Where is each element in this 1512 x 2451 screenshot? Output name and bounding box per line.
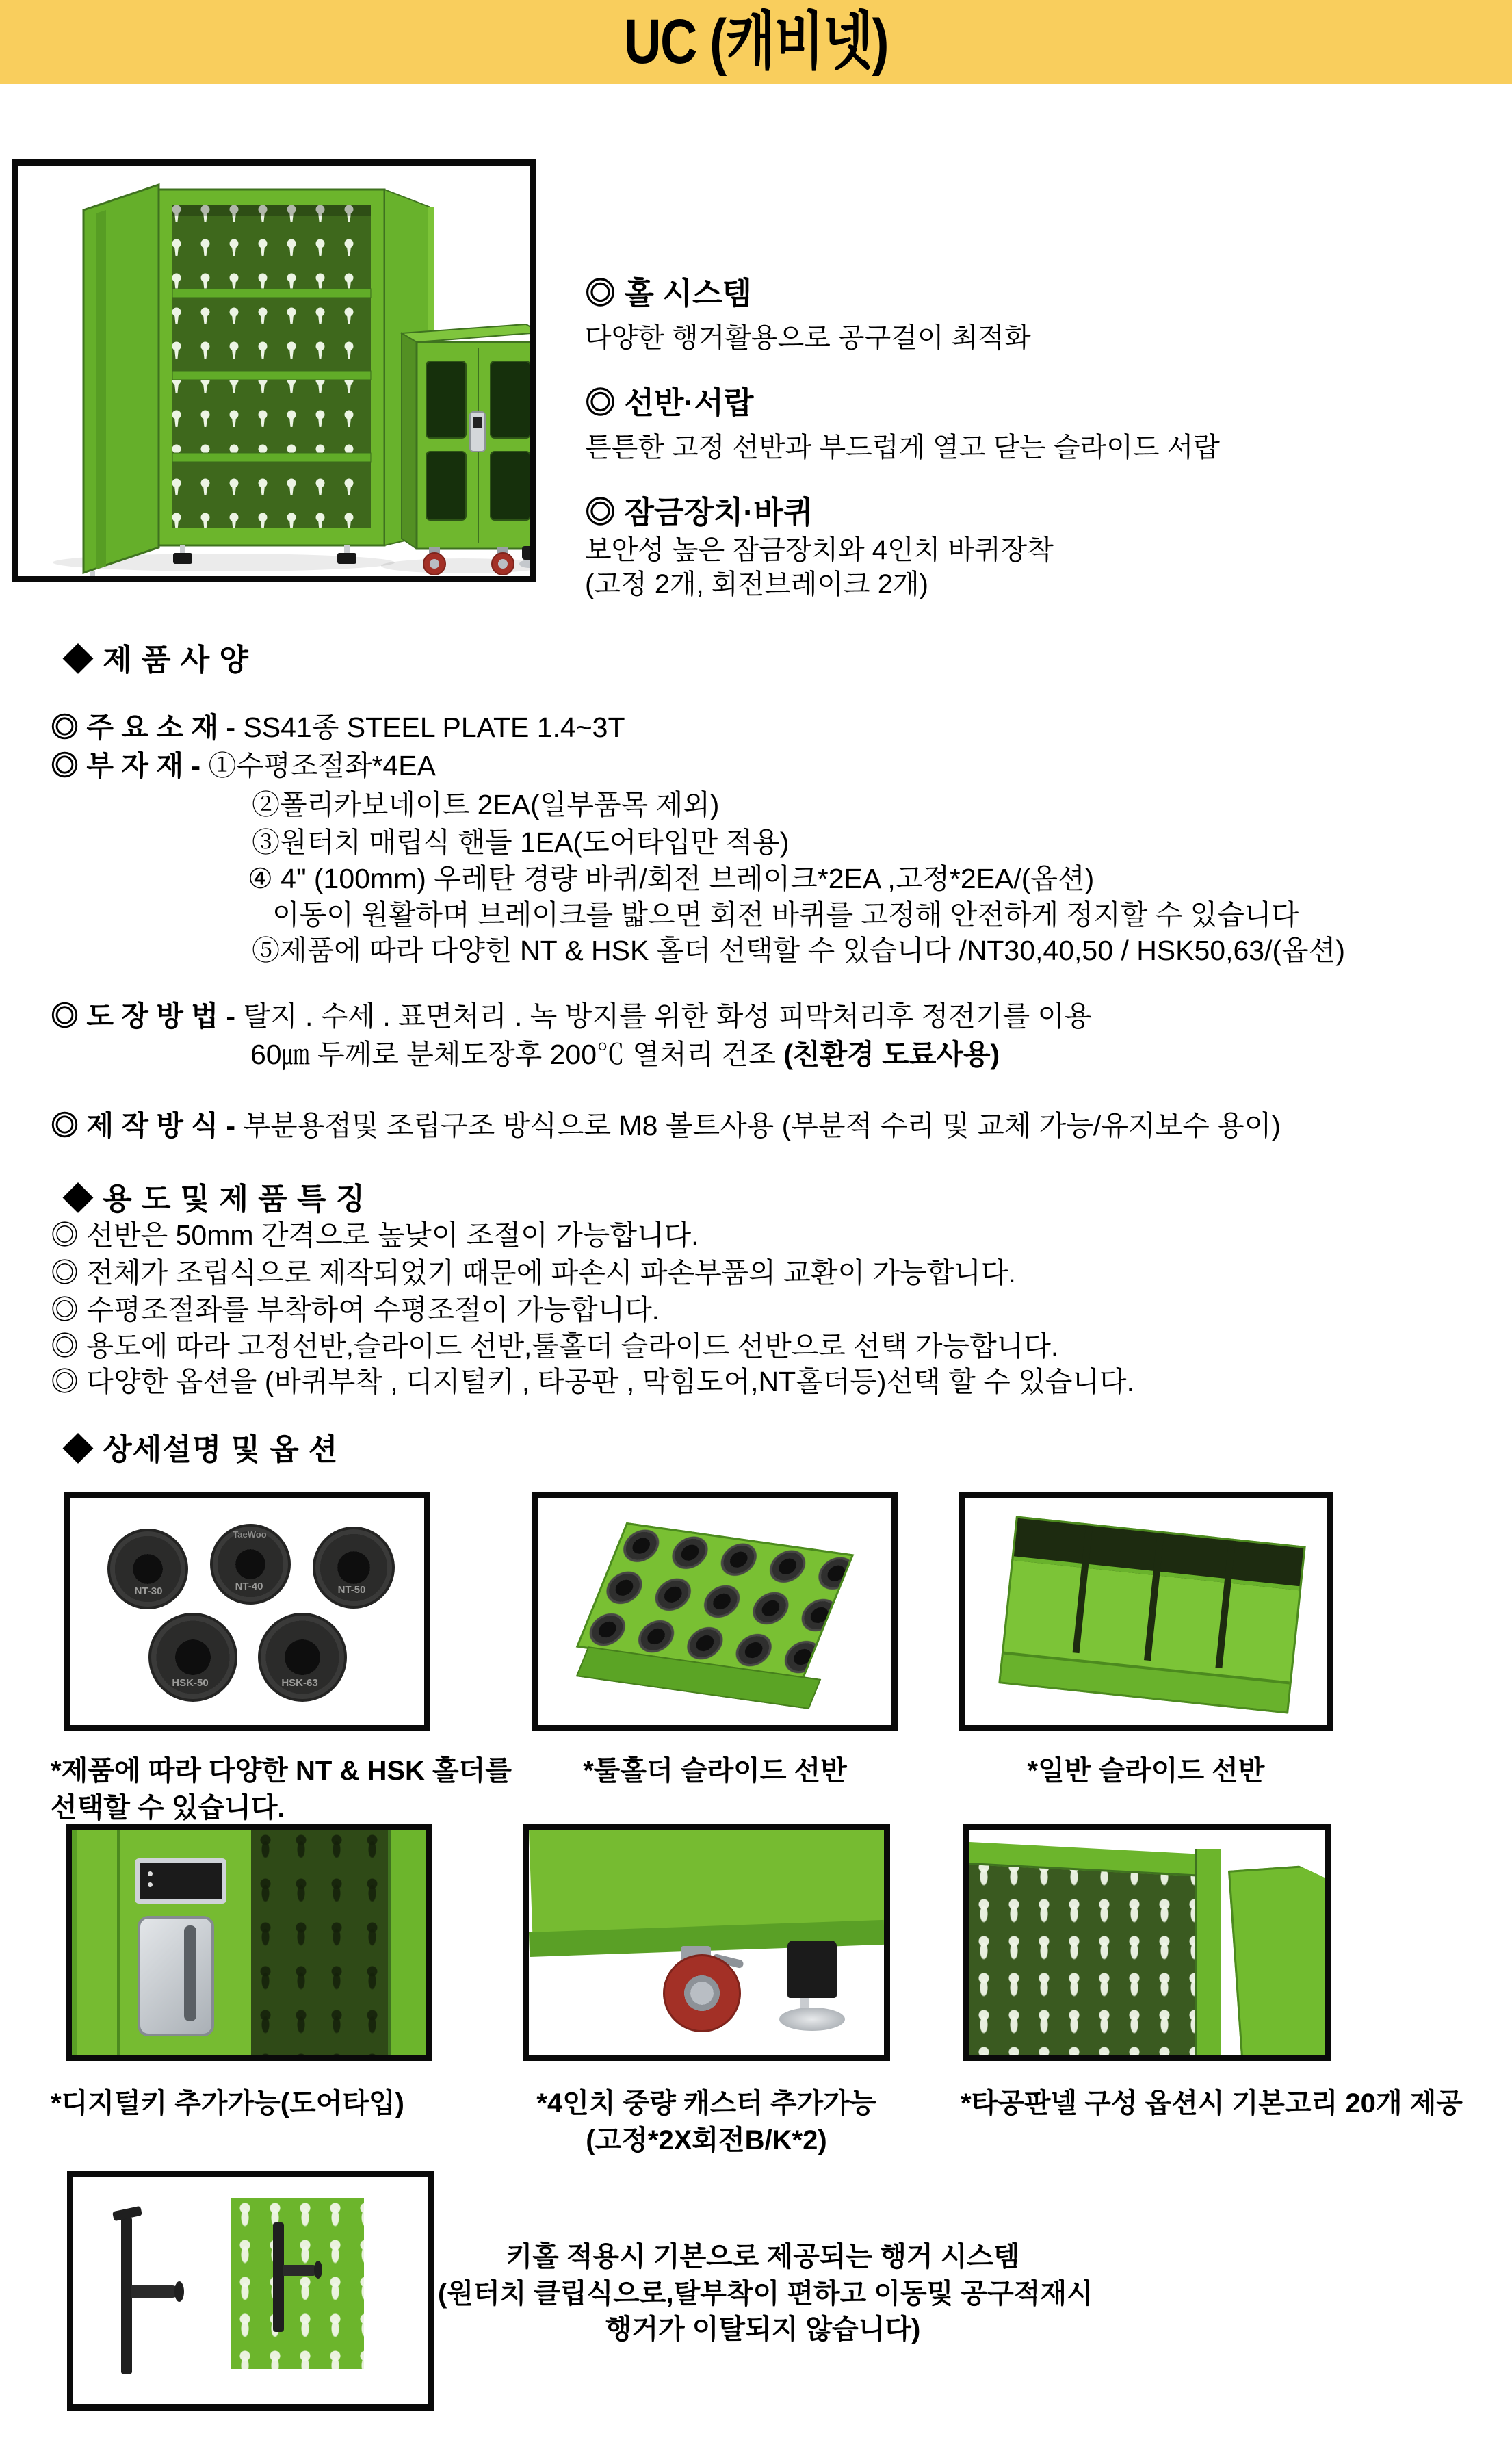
holder-cup (107, 1529, 188, 1609)
option-image-holders (64, 1492, 430, 1731)
holder-label-nt40: NT-40 (235, 1581, 263, 1592)
usage-item-4: ◎ 용도에 따라 고정선반,슬라이드 선반,툴홀더 슬라이드 선반으로 선택 가능합니다. (51, 1330, 1059, 1362)
mounted-hanger-bar (273, 2222, 284, 2332)
spec-parts-value-4b: 이동이 원활하며 브레이크를 밟으면 회전 바퀴를 고정해 안전하게 정지할 수 있습니다 (272, 899, 1299, 931)
open-door-edge (388, 1830, 429, 2055)
cabinet-illustration (18, 166, 530, 576)
holder-label-hsk50: HSK-50 (172, 1677, 209, 1689)
feature-shelf-drawer-title: ◎ 선반·서랍 (585, 385, 754, 420)
holder-cup (313, 1527, 395, 1609)
feature-lock-wheel-desc: 보안성 높은 잠금장치와 4인치 바퀴장착 (585, 535, 1054, 565)
feature-hole-system-desc: 다양한 행거활용으로 공구걸이 최적화 (585, 323, 1031, 353)
spec-material-label: ◎ 주 요 소 재 - (51, 712, 244, 743)
lock-led (148, 1871, 153, 1876)
section-title-options: ◆ 상세설명 및 옵 션 (63, 1433, 339, 1466)
holder-label-nt50: NT-50 (337, 1584, 366, 1596)
option-image-digital-key (66, 1824, 432, 2061)
usage-item-3: ◎ 수평조절좌를 부착하여 수평조절이 가능합니다. (51, 1294, 660, 1325)
spec-paint-label: ◎ 도 장 방 법 - (51, 1000, 244, 1032)
spec-method-row (51, 1103, 1281, 1143)
recessed-handle (138, 1916, 214, 2036)
feature-lock-wheel-desc2: (고정 2개, 회전브레이크 2개) (585, 569, 928, 599)
feature-hole-system-title: ◎ 홀 시스템 (585, 276, 752, 311)
caster-wheel (663, 1954, 741, 2032)
caption-digital-key: *디지털키 추가가능(도어타입) (51, 2088, 404, 2118)
usage-item-5: ◎ 다양한 옵션을 (바퀴부착 , 디지털키 , 타공판 , 막힘도어,NT홀더등)선택 할 수 있습니다. (51, 1366, 1134, 1397)
spec-method-label: ◎ 제 작 방 식 - (51, 1110, 244, 1141)
mounted-hanger-peg (283, 2265, 318, 2276)
hanger-text-line2: (원터치 클립식으로,탈부착이 편하고 이동및 공구적재시 (438, 2279, 1093, 2309)
pegboard-interior (969, 1857, 1195, 2061)
spec-parts-value-3: ③원터치 매립식 핸들 1EA(도어타입만 적용) (252, 827, 790, 858)
option-image-perforated-panel (963, 1824, 1331, 2061)
spec-paint-row-2 (250, 1032, 1000, 1072)
product-hero-image (12, 159, 536, 582)
caption-toolholder-shelf: *툴홀더 슬라이드 선반 (583, 1756, 847, 1786)
spec-parts-value-5: ⑤제품에 따라 다양힌 NT & HSK 홀더 선택할 수 있습니다 /NT30,40,50 / HSK50,63/(옵션) (252, 935, 1346, 966)
usage-item-2: ◎ 전체가 조립식으로 제작되었기 때문에 파손시 파손부품의 교환이 가능합니다. (51, 1257, 1016, 1288)
door-gap-line (117, 1830, 120, 2055)
spec-parts-row (51, 743, 436, 783)
feature-shelf-drawer-desc: 튼튼한 고정 선반과 부드럽게 열고 닫는 슬라이드 서랍 (585, 432, 1220, 463)
caption-perforated-panel: *타공판넬 구성 옵션시 기본고리 20개 제공 (961, 2088, 1463, 2118)
hanger-text-line3: 행거가 이탈되지 않습니다) (605, 2314, 921, 2344)
section-title-spec: ◆ 제 품 사 양 (63, 643, 249, 677)
caption-caster-line2: (고정*2X회전B/K*2) (586, 2125, 827, 2155)
hanger-system-image (67, 2171, 434, 2411)
section-title-usage: ◆ 용 도 및 제 품 특 징 (63, 1182, 366, 1216)
caption-slide-shelf: *일반 슬라이드 선반 (1027, 1756, 1265, 1786)
open-door-panel (1228, 1864, 1331, 2061)
spec-parts-value-1: ①수평조절좌*4EA (208, 750, 436, 781)
option-image-toolholder-shelf (532, 1492, 898, 1731)
cabinet-side-frame (1195, 1849, 1221, 2061)
spec-parts-value-4: ④ 4" (100mm) 우레탄 경량 바퀴/회전 브레이크*2EA ,고정*2EA/(옵션) (248, 863, 1095, 894)
option-image-slide-shelf (959, 1492, 1333, 1731)
caption-caster-line1: *4인치 중량 캐스터 추가가능 (536, 2088, 876, 2118)
hanger-pegboard (231, 2198, 364, 2369)
digital-lock-display (135, 1858, 226, 1904)
caption-holders-line2: 선택할 수 있습니다. (51, 1793, 285, 1823)
slide-tray (998, 1516, 1305, 1713)
spec-parts-value-2: ②폴리카보네이트 2EA(일부품목 제외) (252, 789, 720, 820)
spec-paint-row (51, 994, 1092, 1034)
usage-item-1: ◎ 선반은 50mm 간격으로 높낮이 조절이 가능합니다. (51, 1219, 699, 1251)
handle-slot (184, 1925, 196, 2021)
option-image-caster (523, 1824, 890, 2061)
leveling-foot-body (787, 1941, 837, 1998)
spec-paint-value-1: 탈지 . 수세 . 표면처리 . 녹 방지를 위한 화성 피막처리후 정전기를 이용 (243, 1000, 1092, 1032)
spec-material-row (51, 705, 625, 745)
hanger-peg (131, 2285, 179, 2298)
holder-label-hsk63: HSK-63 (281, 1677, 318, 1689)
spec-material-value: SS41종 STEEL PLATE 1.4~3T (243, 712, 625, 743)
slide-tray-frontwall (1001, 1652, 1290, 1712)
caption-holders-line1: *제품에 따라 다양한 NT & HSK 홀더를 (51, 1756, 512, 1786)
feature-lock-wheel-title: ◎ 잠금장치·바퀴 (585, 495, 813, 530)
hanger-text-line1: 키홀 적용시 기본으로 제공되는 행거 시스템 (506, 2242, 1020, 2272)
door-edge (72, 1830, 77, 2055)
page-header-banner (0, 0, 1512, 84)
holder-brand-text: TaeWoo (233, 1529, 267, 1540)
holder-label-nt30: NT-30 (134, 1585, 163, 1597)
leveling-foot-base (779, 2008, 845, 2031)
cabinet-interior (251, 1830, 388, 2055)
spec-paint-value-2: 60㎛ 두께로 분체도장후 200℃ 열처리 건조 (250, 1039, 784, 1070)
spec-paint-value-2-bold: (친환경 도료사용) (783, 1039, 1000, 1070)
lock-led (148, 1882, 153, 1887)
spec-method-value: 부분용접및 조립구조 방식으로 M8 볼트사용 (부분적 수리 및 교체 가능/유지보수 용이) (243, 1110, 1281, 1141)
spec-parts-label: ◎ 부 자 재 - (51, 750, 209, 781)
page-title: UC (캐비넷) (624, 7, 888, 77)
mounted-hanger-peg-tip (314, 2261, 322, 2279)
hanger-peg-tip (174, 2281, 184, 2302)
